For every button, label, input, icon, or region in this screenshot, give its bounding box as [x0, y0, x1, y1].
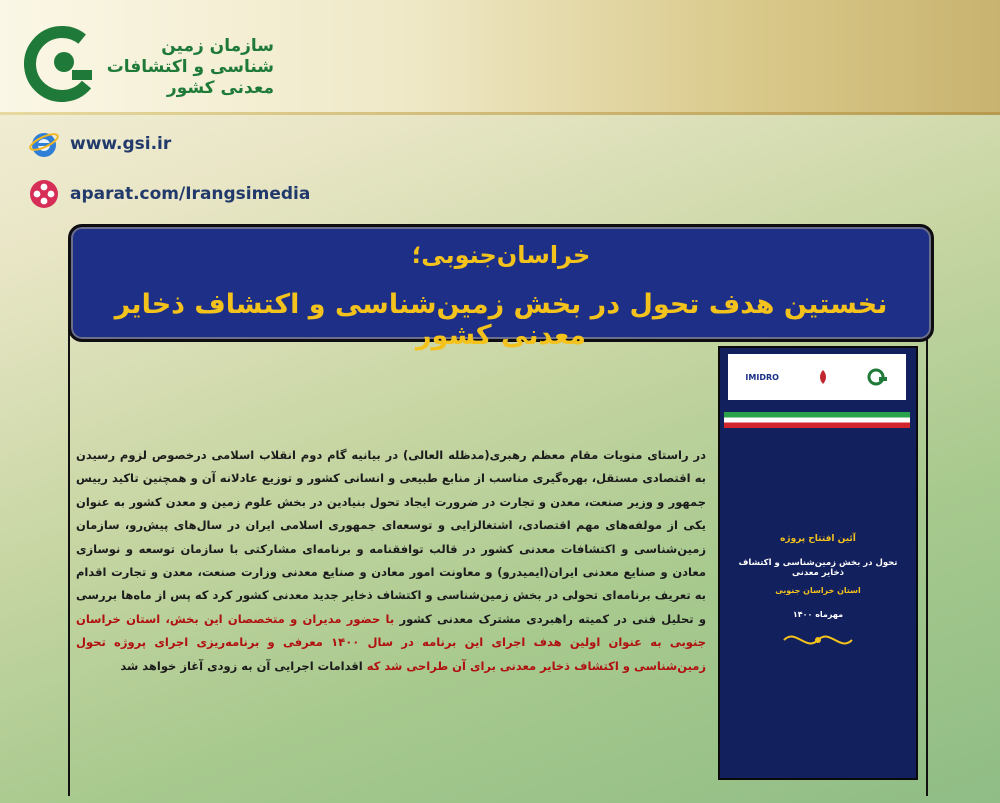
flag-stripe [724, 412, 910, 428]
iran-emblem-icon [814, 368, 832, 386]
headline-province: خراسان‌جنوبی؛ [411, 241, 591, 269]
poster-ceremony: آئین افتتاح پروژه [780, 534, 856, 544]
event-poster [718, 346, 918, 780]
ornament-icon [780, 628, 856, 652]
header-divider [0, 112, 1000, 115]
article-text: در راستای منویات مقام معظم رهبری(مدظله العالی) در بیانیه گام دوم انقلاب اسلامی درخصوص لزوم رسیدن به اقتصادی مستقل، بهره‌گیری مناسب از منابع طبیعی و انسانی کشور و توزیع عادلانه آن و همچنین تاکید رییس جمهور و وزیر صنعت، معدن و تجارت در ضرورت ایجاد تحول بنیادین در بخش علوم زمین و معدن کشور به عنوان یکی از مولفه‌های مهم اقتصادی، اشتغالزایی و توسعه‌ای جمهوری اسلامی ایران در سال‌های پیش‌رو، سازمان زمین‌شناسی و اکتشافات معدنی کشور در قالب توافقنامه و برنامه‌ای مشارکتی با سازمان توسعه و نوسازی معادن و صنایع معدنی ایران(ایمیدرو) و معاونت امور معادن و صنایع معدنی وزارت صنعت، معدن و تجارت اقدام به تعریف برنامه‌ای تحولی در بخش زمین‌شناسی و اکتشاف ذخایر جدید معدنی کشور کرد که پس از ماه‌ها بررسی و تحلیل فنی در کمیته راهبردی مشترک معدنی کشور [76, 448, 706, 626]
headline-main: نخستین هدف تحول در بخش زمین‌شناسی و اکتشاف ذخایر معدنی کشور [114, 289, 888, 351]
poster-project: تحول در بخش زمین‌شناسی و اکتشاف ذخایر معدنی [738, 558, 898, 578]
poster-date: مهرماه ۱۴۰۰ [792, 610, 844, 619]
internet-explorer-icon [28, 128, 60, 160]
poster-logos [728, 354, 906, 400]
headline-box [68, 224, 934, 351]
aparat-text: aparat.com/Irangsimedia [70, 184, 311, 204]
aparat-icon [28, 178, 60, 210]
frame-line [68, 296, 70, 796]
article-ending: اقدامات اجرایی آن به زودی آغاز خواهد شد [120, 658, 367, 673]
gsi-logo-icon [24, 26, 100, 102]
gsi-small-logo-icon [867, 368, 889, 386]
website-text: www.gsi.ir [70, 134, 172, 154]
website-link[interactable] [28, 128, 171, 160]
article-highlight: با حضور مدیران و متخصصان این بخش، استان خراسان جنوبی به عنوان اولین هدف اجرای این برنامه در سال ۱۴۰۰ معرفی و برنامه‌ریزی اجرای پروژه تحول زمین‌شناسی و اکتشاف ذخایر معدنی برای آن طراحی شد که [76, 611, 706, 673]
imidro-logo: IMIDRO [745, 372, 779, 382]
poster-province: استان خراسان جنوبی [775, 586, 861, 595]
org-name: سازمان زمین شناسی و اکتشافات معدنی کشور [106, 36, 274, 98]
frame-line [926, 296, 928, 796]
article-body [76, 444, 706, 678]
aparat-link[interactable] [28, 178, 310, 210]
